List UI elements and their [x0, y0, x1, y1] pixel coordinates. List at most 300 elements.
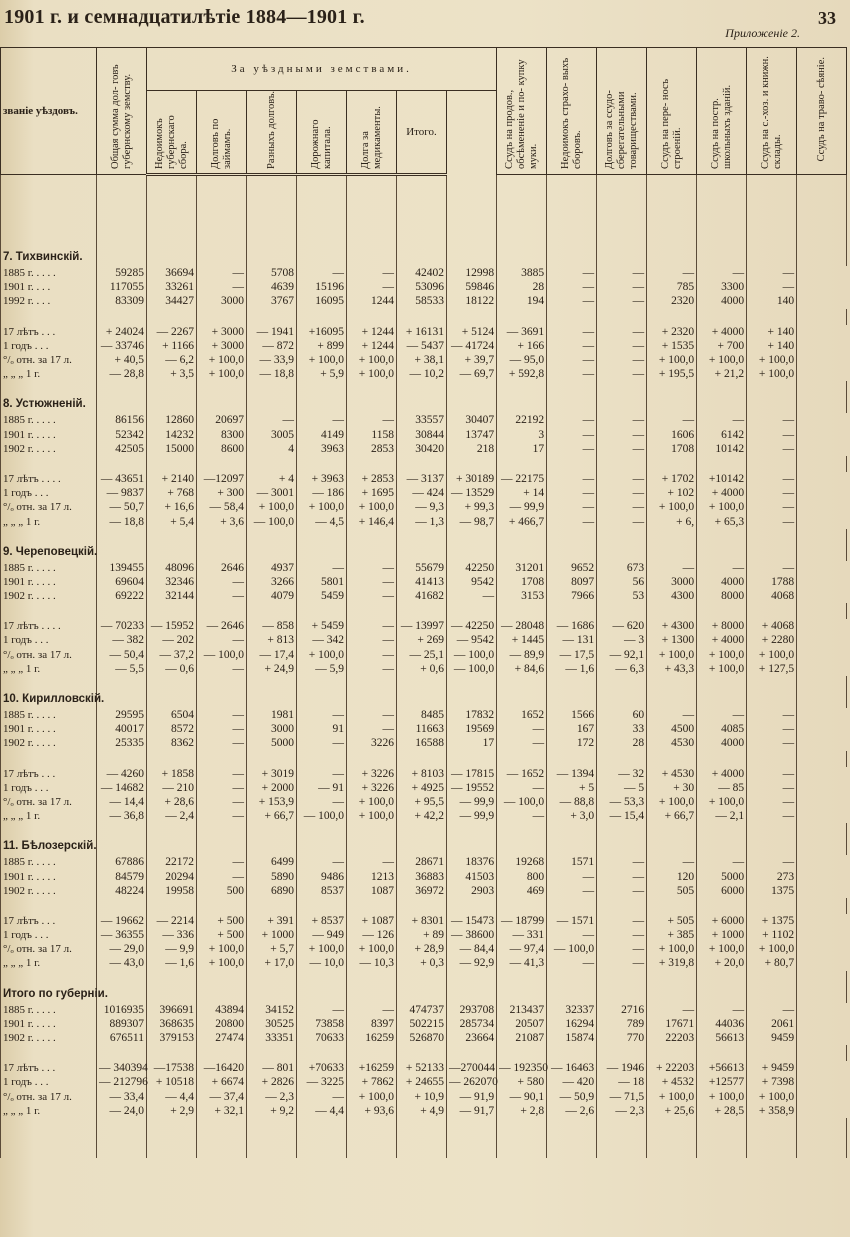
table-cell: 20507: [497, 1017, 547, 1031]
table-cell: 15000: [147, 442, 197, 456]
table-cell: 6499: [247, 855, 297, 869]
table-cell: —: [597, 339, 647, 353]
table-cell: — 1571: [547, 914, 597, 928]
table-cell: —: [597, 884, 647, 898]
table-cell: + 17,0: [247, 956, 297, 970]
table-cell: —: [347, 855, 397, 869]
table-cell: 3000: [247, 722, 297, 736]
table-cell: — 24,0: [97, 1104, 147, 1118]
table-cell: —: [697, 413, 747, 427]
table-cell: —: [197, 855, 247, 869]
table-cell: — 33,4: [97, 1090, 147, 1104]
table-cell: 8362: [147, 736, 197, 750]
table-cell: —: [547, 486, 597, 500]
table-cell: —: [597, 928, 647, 942]
row-label: °/ₒ отн. за 17 л.: [1, 1090, 97, 1104]
table-row: [1, 561, 847, 575]
table-cell: —: [597, 294, 647, 308]
table-cell: — 424: [397, 486, 447, 500]
table-cell: —: [347, 575, 397, 589]
table-cell: + 3226: [347, 767, 397, 781]
table-cell: —: [547, 472, 597, 486]
table-cell: —: [597, 413, 647, 427]
table-cell: +16095: [297, 325, 347, 339]
table-cell: —12097: [197, 472, 247, 486]
table-cell: + 2853: [347, 472, 397, 486]
table-cell: + 40,5: [97, 353, 147, 367]
table-row: [1, 795, 847, 809]
table-cell: —: [547, 325, 597, 339]
table-cell: —: [297, 855, 347, 869]
table-cell: — 22175: [497, 472, 547, 486]
table-cell: — 98,7: [447, 514, 497, 528]
table-cell: — 342: [297, 633, 347, 647]
table-cell: —: [747, 266, 797, 280]
table-cell: 84579: [97, 869, 147, 883]
table-cell: + 140: [747, 325, 797, 339]
table-row: [1, 339, 847, 353]
table-cell: + 95,5: [397, 795, 447, 809]
table-cell: + 1375: [747, 914, 797, 928]
table-cell: — 84,4: [447, 942, 497, 956]
table-cell: + 100,0: [647, 795, 697, 809]
table-cell: — 43,0: [97, 956, 147, 970]
table-cell: + 1695: [347, 486, 397, 500]
row-label: 1 годъ . . .: [1, 781, 97, 795]
table-cell: + 24024: [97, 325, 147, 339]
row-label: „ „ „ 1 г.: [1, 1104, 97, 1118]
table-cell: 5708: [247, 266, 297, 280]
table-cell: — 331: [497, 928, 547, 942]
table-cell: —: [747, 809, 797, 823]
table-cell: — 336: [147, 928, 197, 942]
table-cell: — 14682: [97, 781, 147, 795]
table-cell: + 100,0: [197, 353, 247, 367]
table-cell: 21087: [497, 1031, 547, 1045]
table-cell: 139455: [97, 561, 147, 575]
table-cell: 368635: [147, 1017, 197, 1031]
row-label: „ „ „ 1 г.: [1, 956, 97, 970]
table-cell: + 319,8: [647, 956, 697, 970]
table-cell: 8397: [347, 1017, 397, 1031]
col-ned-strah: Недоимокъ страхо- выхъ сборовъ.: [547, 48, 597, 175]
table-cell: —: [747, 500, 797, 514]
table-cell: 19958: [147, 884, 197, 898]
table-cell: — 18: [597, 1075, 647, 1089]
table-cell: + 100,0: [697, 662, 747, 676]
table-cell: — 70233: [97, 619, 147, 633]
col-ssudo-sber: Долговъ за ссудо- сберегательными товариществами.: [597, 48, 647, 175]
table-cell: 4530: [647, 736, 697, 750]
table-cell: —: [347, 589, 397, 603]
table-cell: —: [747, 767, 797, 781]
table-row: [1, 662, 847, 676]
row-label: 1885 г. . . . .: [1, 855, 97, 869]
table-cell: — 2,4: [147, 809, 197, 823]
table-cell: — 71,5: [597, 1090, 647, 1104]
table-cell: — 262070: [447, 1075, 497, 1089]
table-cell: 9542: [447, 575, 497, 589]
table-cell: 500: [197, 884, 247, 898]
table-cell: — 41,3: [497, 956, 547, 970]
table-cell: + 8103: [397, 767, 447, 781]
table-cell: + 4000: [697, 486, 747, 500]
table-cell: — 32: [597, 767, 647, 781]
table-cell: —: [547, 428, 597, 442]
table-cell: 52342: [97, 428, 147, 442]
table-cell: + 2826: [247, 1075, 297, 1089]
table-cell: —: [197, 266, 247, 280]
table-cell: — 33,9: [247, 353, 297, 367]
table-row: [1, 942, 847, 956]
table-cell: + 153,9: [247, 795, 297, 809]
table-cell: — 5,9: [297, 662, 347, 676]
table-cell: + 3000: [197, 325, 247, 339]
table-cell: + 100,0: [697, 795, 747, 809]
table-cell: + 66,7: [647, 809, 697, 823]
table-cell: —: [747, 722, 797, 736]
table-cell: 32144: [147, 589, 197, 603]
table-cell: — 100,0: [447, 648, 497, 662]
table-cell: — 2267: [147, 325, 197, 339]
table-cell: —: [547, 884, 597, 898]
table-cell: — 210: [147, 781, 197, 795]
row-label: 1901 г. . . . .: [1, 428, 97, 442]
table-cell: — 5: [597, 781, 647, 795]
table-cell: 167: [547, 722, 597, 736]
row-label: °/ₒ отн. за 17 л.: [1, 648, 97, 662]
table-cell: 4079: [247, 589, 297, 603]
row-label: °/ₒ отн. за 17 л.: [1, 795, 97, 809]
table-cell: + 3,5: [147, 367, 197, 381]
table-cell: —: [597, 956, 647, 970]
table-cell: —: [747, 442, 797, 456]
table-row: [1, 367, 847, 381]
col-trav: Ссудъ на траво- сѣяніе.: [797, 48, 847, 175]
table-cell: + 1000: [697, 928, 747, 942]
row-label: 1885 г. . . . .: [1, 413, 97, 427]
table-cell: + 32,1: [197, 1104, 247, 1118]
table-cell: — 212796: [97, 1075, 147, 1089]
table-cell: + 20,0: [697, 956, 747, 970]
table-row: [1, 280, 847, 294]
table-cell: 8485: [397, 708, 447, 722]
table-cell: 285734: [447, 1017, 497, 1031]
table-cell: +10142: [697, 472, 747, 486]
table-cell: 4500: [647, 722, 697, 736]
table-row: [1, 353, 847, 367]
table-cell: + 3226: [347, 781, 397, 795]
table-cell: —: [597, 942, 647, 956]
table-cell: + 1702: [647, 472, 697, 486]
section-row: [1, 234, 847, 266]
table-cell: — 1394: [547, 767, 597, 781]
table-cell: — 858: [247, 619, 297, 633]
table-row: [1, 648, 847, 662]
table-cell: —: [747, 855, 797, 869]
table-cell: + 100,0: [747, 942, 797, 956]
row-label: 1901 г. . . . .: [1, 575, 97, 589]
table-cell: — 95,0: [497, 353, 547, 367]
table-cell: + 100,0: [297, 500, 347, 514]
table-cell: + 1102: [747, 928, 797, 942]
table-row: [1, 928, 847, 942]
row-label: 1 годъ . . .: [1, 486, 97, 500]
table-cell: 1016935: [97, 1003, 147, 1017]
table-cell: — 2,3: [597, 1104, 647, 1118]
table-cell: — 6,2: [147, 353, 197, 367]
table-cell: 41413: [397, 575, 447, 589]
table-cell: 4300: [647, 589, 697, 603]
table-cell: 8572: [147, 722, 197, 736]
table-cell: — 126: [347, 928, 397, 942]
table-cell: 1652: [497, 708, 547, 722]
table-cell: 3963: [297, 442, 347, 456]
table-cell: 53096: [397, 280, 447, 294]
section-name: 8. Устюжненій.: [1, 381, 97, 413]
col-shkol: Ссудъ на постр. школьныхъ зданій.: [697, 48, 747, 175]
table-cell: 67886: [97, 855, 147, 869]
section-name: 11. Бѣлозерскій.: [1, 823, 97, 855]
table-cell: + 100,0: [647, 942, 697, 956]
table-cell: — 91: [297, 781, 347, 795]
table-cell: 2061: [747, 1017, 797, 1031]
table-cell: +56613: [697, 1061, 747, 1075]
table-cell: — 91,9: [447, 1090, 497, 1104]
table-cell: + 25,6: [647, 1104, 697, 1118]
table-cell: 42402: [397, 266, 447, 280]
table-cell: + 5124: [447, 325, 497, 339]
row-label: 17 лѣтъ . . .: [1, 767, 97, 781]
table-cell: —16420: [197, 1061, 247, 1075]
table-cell: — 19552: [447, 781, 497, 795]
table-cell: 41682: [397, 589, 447, 603]
table-cell: 1571: [547, 855, 597, 869]
table-row: [1, 809, 847, 823]
table-cell: 32346: [147, 575, 197, 589]
table-cell: 53: [597, 589, 647, 603]
table-cell: — 28048: [497, 619, 547, 633]
table-cell: + 100,0: [647, 648, 697, 662]
table-cell: — 5437: [397, 339, 447, 353]
table-cell: —: [747, 781, 797, 795]
table-cell: — 92,9: [447, 956, 497, 970]
table-cell: +12577: [697, 1075, 747, 1089]
table-cell: — 100,0: [497, 795, 547, 809]
table-cell: 15196: [297, 280, 347, 294]
table-cell: 218: [447, 442, 497, 456]
table-cell: —: [347, 561, 397, 575]
table-cell: 34427: [147, 294, 197, 308]
table-cell: 2853: [347, 442, 397, 456]
table-cell: + 28,6: [147, 795, 197, 809]
table-row: [1, 514, 847, 528]
table-cell: + 4532: [647, 1075, 697, 1089]
table-cell: — 100,0: [447, 662, 497, 676]
table-cell: —: [197, 708, 247, 722]
table-cell: — 53,3: [597, 795, 647, 809]
table-cell: — 15952: [147, 619, 197, 633]
table-cell: + 100,0: [747, 1090, 797, 1104]
table-cell: 800: [497, 869, 547, 883]
table-cell: — 18,8: [97, 514, 147, 528]
table-cell: + 580: [497, 1075, 547, 1089]
table-cell: 4149: [297, 428, 347, 442]
table-cell: 526870: [397, 1031, 447, 1045]
table-cell: — 801: [247, 1061, 297, 1075]
table-cell: + 2280: [747, 633, 797, 647]
table-cell: —: [197, 722, 247, 736]
table-cell: + 30189: [447, 472, 497, 486]
table-row: [1, 442, 847, 456]
table-cell: + 4000: [697, 325, 747, 339]
table-cell: — 186: [297, 486, 347, 500]
col-sh-sklad: Ссудъ на с.-хоз. и книжн. склады.: [747, 48, 797, 175]
table-cell: — 100,0: [197, 648, 247, 662]
row-label: 17 лѣтъ . . .: [1, 914, 97, 928]
row-label: 1901 г. . . . .: [1, 869, 97, 883]
table-cell: 20294: [147, 869, 197, 883]
table-cell: —: [597, 514, 647, 528]
table-cell: — 14,4: [97, 795, 147, 809]
table-cell: —: [297, 266, 347, 280]
table-cell: 10142: [697, 442, 747, 456]
table-cell: + 2,8: [497, 1104, 547, 1118]
table-row: [1, 589, 847, 603]
table-cell: —: [247, 413, 297, 427]
table-cell: —: [547, 294, 597, 308]
table-cell: + 1445: [497, 633, 547, 647]
table-cell: + 899: [297, 339, 347, 353]
table-row: [1, 1017, 847, 1031]
table-cell: + 100,0: [747, 367, 797, 381]
table-cell: — 16463: [547, 1061, 597, 1075]
table-cell: — 872: [247, 339, 297, 353]
table-cell: —: [597, 266, 647, 280]
table-cell: + 1300: [647, 633, 697, 647]
table-cell: 28: [597, 736, 647, 750]
table-row: [1, 575, 847, 589]
row-label: 17 лѣтъ . . .: [1, 1061, 97, 1075]
table-cell: + 5,7: [247, 942, 297, 956]
table-cell: —: [697, 1003, 747, 1017]
table-cell: — 89,9: [497, 648, 547, 662]
table-cell: + 391: [247, 914, 297, 928]
table-cell: 4068: [747, 589, 797, 603]
col-dorozh: Дорожнаго капитала.: [297, 91, 347, 175]
table-cell: —: [347, 708, 397, 722]
col-name-header: званіе уѣздовъ.: [1, 48, 97, 175]
table-cell: + 100,0: [297, 353, 347, 367]
table-cell: 59846: [447, 280, 497, 294]
table-cell: + 100,0: [647, 500, 697, 514]
table-cell: —: [347, 648, 397, 662]
table-row: [1, 708, 847, 722]
table-cell: 3005: [247, 428, 297, 442]
table-cell: —: [647, 855, 697, 869]
table-cell: 36694: [147, 266, 197, 280]
table-cell: —: [647, 413, 697, 427]
table-cell: —: [347, 662, 397, 676]
table-cell: —: [547, 514, 597, 528]
table-cell: 1213: [347, 869, 397, 883]
table-cell: 3767: [247, 294, 297, 308]
table-cell: — 4,5: [297, 514, 347, 528]
table-cell: 44036: [697, 1017, 747, 1031]
table-cell: 28671: [397, 855, 447, 869]
col-raznyh: Разныхъ долговъ.: [247, 91, 297, 175]
table-cell: 117055: [97, 280, 147, 294]
table-row: [1, 914, 847, 928]
row-label: 1 годъ . . .: [1, 339, 97, 353]
table-cell: + 2320: [647, 325, 697, 339]
table-cell: —: [697, 708, 747, 722]
col-itogo: Итого.: [397, 91, 447, 175]
table-cell: 273: [747, 869, 797, 883]
table-row: [1, 736, 847, 750]
table-cell: + 100,0: [747, 648, 797, 662]
table-cell: 23664: [447, 1031, 497, 1045]
table-cell: — 3137: [397, 472, 447, 486]
table-cell: + 102: [647, 486, 697, 500]
table-cell: + 66,7: [247, 809, 297, 823]
row-label: 1902 г. . . . .: [1, 442, 97, 456]
table-cell: —: [447, 589, 497, 603]
table-row: [1, 500, 847, 514]
table-cell: — 1686: [547, 619, 597, 633]
table-cell: + 300: [197, 486, 247, 500]
table-cell: —: [347, 280, 397, 294]
table-cell: —: [347, 633, 397, 647]
table-cell: — 340394: [97, 1061, 147, 1075]
table-cell: — 4260: [97, 767, 147, 781]
table-cell: —: [747, 280, 797, 294]
table-row: [1, 722, 847, 736]
table-cell: 4937: [247, 561, 297, 575]
table-cell: 19268: [497, 855, 547, 869]
table-cell: + 38,1: [397, 353, 447, 367]
table-cell: + 385: [647, 928, 697, 942]
table-cell: 31201: [497, 561, 547, 575]
table-cell: + 1535: [647, 339, 697, 353]
table-cell: 2716: [597, 1003, 647, 1017]
row-label: °/ₒ отн. за 17 л.: [1, 353, 97, 367]
table-cell: 3266: [247, 575, 297, 589]
table-cell: —: [497, 722, 547, 736]
table-cell: —: [197, 795, 247, 809]
row-label: 1902 г. . . . .: [1, 884, 97, 898]
table-cell: —: [547, 442, 597, 456]
table-cell: 56: [597, 575, 647, 589]
table-cell: — 3001: [247, 486, 297, 500]
table-cell: —: [197, 809, 247, 823]
table-cell: —: [697, 266, 747, 280]
table-cell: 9486: [297, 869, 347, 883]
table-cell: 18376: [447, 855, 497, 869]
row-label: 1885 г. . . . .: [1, 561, 97, 575]
table-cell: — 9,3: [397, 500, 447, 514]
table-cell: 1087: [347, 884, 397, 898]
row-label: „ „ „ 1 г.: [1, 809, 97, 823]
table-cell: — 50,9: [547, 1090, 597, 1104]
table-cell: — 10,2: [397, 367, 447, 381]
table-cell: + 100,0: [347, 942, 397, 956]
table-cell: — 28,8: [97, 367, 147, 381]
table-cell: 172: [547, 736, 597, 750]
table-cell: + 500: [197, 914, 247, 928]
table-cell: + 195,5: [647, 367, 697, 381]
table-cell: —: [747, 795, 797, 809]
